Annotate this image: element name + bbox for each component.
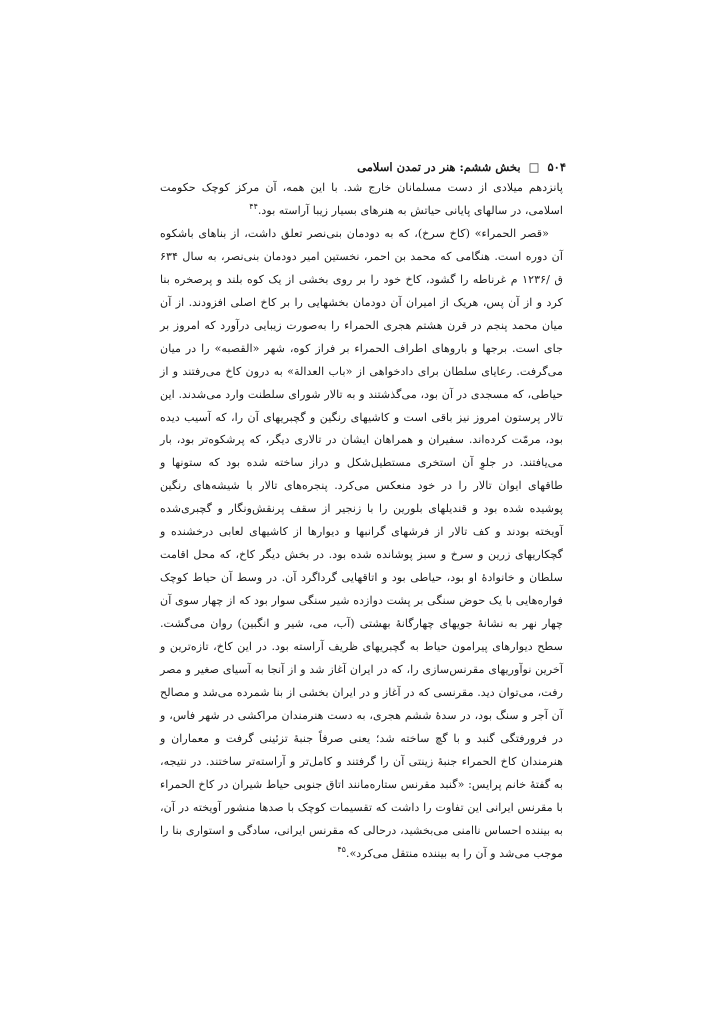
page-number: ۵۰۴ [547, 160, 566, 174]
footnote-ref-45: ۴۵ [337, 844, 346, 854]
paragraph-1-text: پانزدهم میلادی از دست مسلمانان خارج شد. با این همه، آن مرکز کوچک حکومت اسلامی، در سالهای پایانی حیاتش به هنرهای بسیار زیبا آراسته بود. [160, 181, 563, 217]
paragraph-1 [160, 177, 563, 223]
section-title: بخش ششم: هنر در تمدن اسلامی [357, 160, 521, 174]
running-header [357, 160, 566, 174]
body-text [160, 177, 563, 866]
footnote-ref-44: ۴۴ [249, 202, 258, 212]
separator-box-icon: □ [528, 160, 540, 174]
paragraph-2 [160, 223, 563, 866]
paragraph-2-text: «قصر الحمراء» (کاخ سرخ)، که به دودمان بنی‌نصر تعلق داشت، از بناهای باشکوه آن دوره است. هنگامی که محمد بن احمر، نخستین امیر دودمان بنی‌نصر، به سال ۶۳۴ ق /۱۲۳۶ م غرناطه را گشود، کاخ خود را بر روی بخشی از یک کوه بلند و پرصخره بنا کرد و از آن پس، هریک از امیران آن دودمان بخشهایی را بر کاخ اصلی افزودند. از آن میان محمد پنجم در قرن هشتم هجری الحمراء را به‌صورت زیبایی درآورد که امروز بر جای است. برجها و باروهای اطراف الحمراء بر فراز کوه، شهر «القصبه» را در میان می‌گرفت. رعایای سلطان برای دادخواهی از «باب العدالة» به درون کاخ می‌رفتند و از حیاطی، که مسجدی در آن بود، می‌گذشتند و به تالار شورای سلطنت وارد می‌شدند. این تالار پرستون امروز نیز باقی است و کاشیهای رنگین و گچبریهای آن را، که آسیب دیده بود، مرمّت کرده‌اند. سفیران و همراهان ایشان در تالاری دیگر، که پرشکوه‌تر بود، بار می‌یافتند. در جلوِ آن استخری مستطیل‌شکل و دراز ساخته شده بود که ستونها و طاقهای ایوان تالار را در خود منعکس می‌کرد. پنجره‌های تالار با شیشه‌های رنگین پوشیده شده بود و قندیلهای بلورین را با زنجیر از سقف پرنقش‌ونگار و گچبری‌شده آویخته بودند و کف تالار از فرشهای گرانبها و دیوارها از کاشیهای لعابی درخشنده و گچکاریهای زرین و سرخ و سبز پوشانده شده بود. در بخش دیگر کاخ، که محل اقامت سلطان و خانوادهٔ او بود، حیاطی بود و اتاقهایی گرداگرد آن. در وسط آن حیاط کوچک فواره‌هایی با یک حوض سنگی بر پشت دوازده شیر سنگی سوار بود که از چهار سوی آن چهار نهر به نشانهٔ جویهای چهارگانهٔ بهشتی (آب، می، شیر و انگبین) روان می‌گشت. سطح دیوارهای پیرامون حیاط به گچبریهای ظریف آراسته بود. در این کاخ، تازه‌ترین و آخرین نوآوریهای مقرنس‌سازی را، که در ایران آغاز شد و از آنجا به آسیای صغیر و مصر رفت، می‌توان دید. مقرنسی که در آغاز و در ایران بخشی از بنا شمرده می‌شد و مصالح آن آجر و سنگ بود، در سدهٔ ششم هجری، به دست هنرمندان مراکشی در شهر فاس، و در فرورفتگی گنبد و با گچ ساخته شد؛ یعنی صرفاً جنبهٔ تزئینی گرفت و معماران و هنرمندان کاخ الحمراء جنبهٔ زینتی آن را گرفتند و کامل‌تر و آراسته‌تر ساختند. در نتیجه، به گفتهٔ خانم پرایس: «گنبد مقرنس ستاره‌مانند اتاق جنوبی حیاط شیران در کاخ الحمراء با مقرنس ایرانی این تفاوت را داشت که تقسیمات کوچک با صدها منشور آویخته در آن، به بیننده احساس ناامنی می‌بخشید، درحالی که مقرنس ایرانی، سادگی و استواری بنا را موجب می‌شد و آن را به بیننده منتقل می‌کرد». [160, 226, 563, 860]
